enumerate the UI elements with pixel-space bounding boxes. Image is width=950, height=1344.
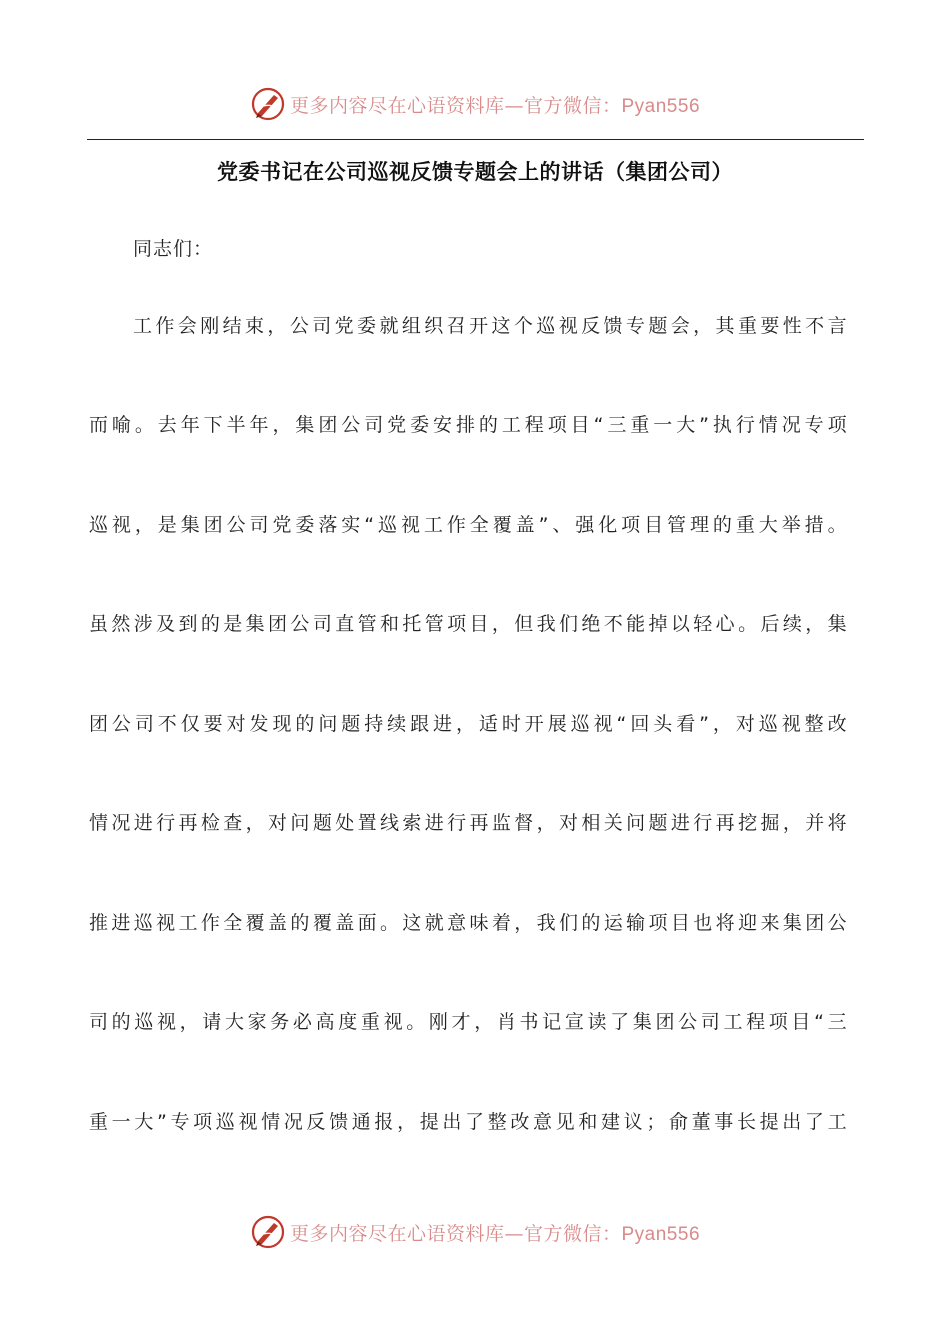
footer-watermark bbox=[0, 1212, 950, 1252]
header-divider bbox=[87, 139, 864, 140]
body-line: 工作会刚结束，公司党委就组织召开这个巡视反馈专题会，其重要性不言 bbox=[133, 315, 847, 337]
body-line: 而喻。去年下半年，集团公司党委安排的工程项目“三重一大”执行情况专项 bbox=[89, 414, 847, 436]
document-title: 党委书记在公司巡视反馈专题会上的讲话（集团公司） bbox=[217, 160, 733, 184]
pen-logo-icon bbox=[250, 1214, 286, 1250]
header-watermark bbox=[0, 84, 950, 124]
watermark-text: 更多内容尽在心语资料库—官方微信：Pyan556 bbox=[289, 94, 701, 117]
body-line: 推进巡视工作全覆盖的覆盖面。这就意味着，我们的运输项目也将迎来集团公 bbox=[89, 912, 847, 934]
salutation: 同志们： bbox=[133, 238, 214, 260]
body-line: 司的巡视，请大家务必高度重视。刚才，肖书记宣读了集团公司工程项目“三 bbox=[89, 1011, 847, 1033]
watermark-text: 更多内容尽在心语资料库—官方微信：Pyan556 bbox=[289, 1222, 701, 1245]
body-line: 巡视，是集团公司党委落实“巡视工作全覆盖”、强化项目管理的重大举措。 bbox=[89, 514, 847, 536]
body-line: 虽然涉及到的是集团公司直管和托管项目，但我们绝不能掉以轻心。后续，集 bbox=[89, 613, 847, 635]
body-line: 情况进行再检查，对问题处置线索进行再监督，对相关问题进行再挖掘，并将 bbox=[89, 812, 847, 834]
body-line: 团公司不仅要对发现的问题持续跟进，适时开展巡视“回头看”，对巡视整改 bbox=[89, 713, 847, 735]
body-line: 重一大”专项巡视情况反馈通报，提出了整改意见和建议；俞董事长提出了工 bbox=[89, 1111, 847, 1133]
pen-logo-icon bbox=[250, 86, 286, 122]
